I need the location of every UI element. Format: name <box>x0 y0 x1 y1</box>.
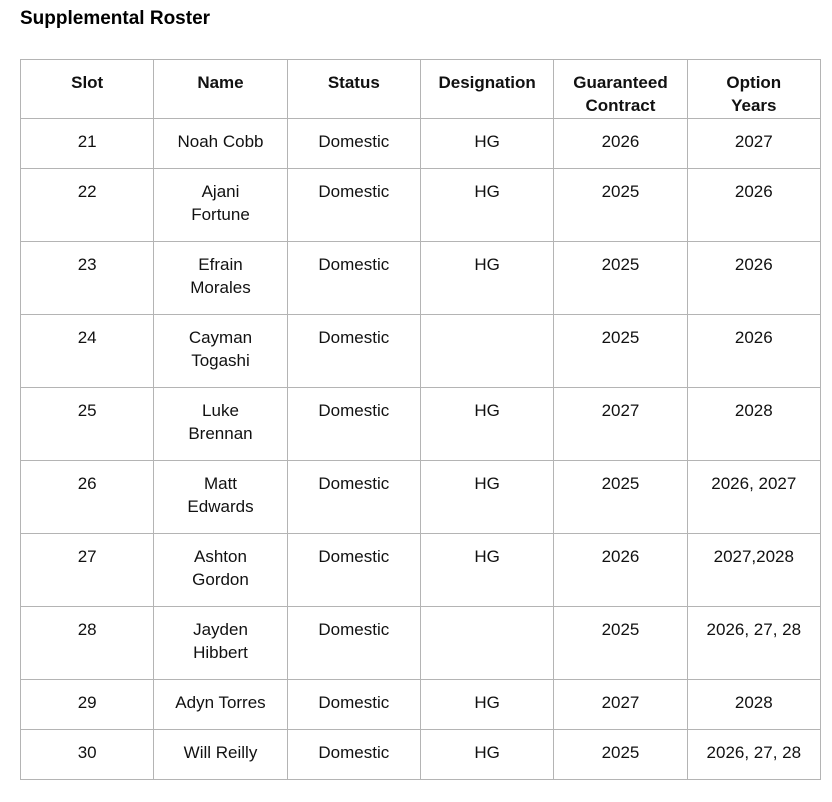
cell-designation: HG <box>420 119 553 169</box>
cell-option-years: 2026, 27, 28 <box>687 607 820 680</box>
table-row <box>21 461 821 534</box>
cell-status: Domestic <box>287 242 420 315</box>
column-header-slot: Slot <box>21 60 154 119</box>
cell-status: Domestic <box>287 730 420 780</box>
cell-option-years: 2026, 27, 28 <box>687 730 820 780</box>
cell-slot: 30 <box>21 730 154 780</box>
table-row <box>21 680 821 730</box>
cell-slot: 21 <box>21 119 154 169</box>
cell-option-years: 2027 <box>687 119 820 169</box>
cell-status: Domestic <box>287 119 420 169</box>
cell-slot: 23 <box>21 242 154 315</box>
table-row <box>21 730 821 780</box>
cell-status: Domestic <box>287 461 420 534</box>
cell-name: Will Reilly <box>154 730 287 780</box>
table-header <box>21 60 821 119</box>
cell-name: Adyn Torres <box>154 680 287 730</box>
cell-option-years: 2028 <box>687 388 820 461</box>
table-row <box>21 242 821 315</box>
cell-guaranteed-contract: 2027 <box>554 388 687 461</box>
column-header-option-years: Option Years <box>687 60 820 119</box>
column-header-name: Name <box>154 60 287 119</box>
cell-status: Domestic <box>287 388 420 461</box>
cell-guaranteed-contract: 2026 <box>554 534 687 607</box>
cell-status: Domestic <box>287 607 420 680</box>
cell-name: Cayman Togashi <box>154 315 287 388</box>
cell-option-years: 2026, 2027 <box>687 461 820 534</box>
cell-slot: 29 <box>21 680 154 730</box>
cell-name: Jayden Hibbert <box>154 607 287 680</box>
page-title: Supplemental Roster <box>20 8 211 29</box>
cell-designation: HG <box>420 680 553 730</box>
table-row <box>21 119 821 169</box>
cell-status: Domestic <box>287 315 420 388</box>
cell-name: Luke Brennan <box>154 388 287 461</box>
cell-designation: HG <box>420 534 553 607</box>
cell-guaranteed-contract: 2027 <box>554 680 687 730</box>
cell-designation: HG <box>420 730 553 780</box>
table-body <box>21 119 821 780</box>
cell-guaranteed-contract: 2025 <box>554 607 687 680</box>
column-header-designation: Designation <box>420 60 553 119</box>
cell-guaranteed-contract: 2025 <box>554 169 687 242</box>
cell-slot: 27 <box>21 534 154 607</box>
column-header-guaranteed-contract: Guaranteed Contract <box>554 60 687 119</box>
cell-guaranteed-contract: 2025 <box>554 461 687 534</box>
cell-guaranteed-contract: 2026 <box>554 119 687 169</box>
cell-designation <box>420 607 553 680</box>
cell-option-years: 2028 <box>687 680 820 730</box>
cell-slot: 25 <box>21 388 154 461</box>
table-row <box>21 388 821 461</box>
cell-designation: HG <box>420 242 553 315</box>
cell-designation: HG <box>420 388 553 461</box>
cell-name: Efrain Morales <box>154 242 287 315</box>
cell-designation: HG <box>420 461 553 534</box>
cell-slot: 26 <box>21 461 154 534</box>
cell-option-years: 2026 <box>687 242 820 315</box>
column-header-status: Status <box>287 60 420 119</box>
table-row <box>21 607 821 680</box>
cell-status: Domestic <box>287 534 420 607</box>
cell-designation <box>420 315 553 388</box>
roster-table <box>20 59 821 780</box>
cell-option-years: 2026 <box>687 315 820 388</box>
cell-status: Domestic <box>287 680 420 730</box>
table-row <box>21 169 821 242</box>
cell-slot: 28 <box>21 607 154 680</box>
cell-guaranteed-contract: 2025 <box>554 242 687 315</box>
cell-name: Ashton Gordon <box>154 534 287 607</box>
table-row <box>21 315 821 388</box>
cell-status: Domestic <box>287 169 420 242</box>
cell-guaranteed-contract: 2025 <box>554 730 687 780</box>
header-row <box>21 60 821 119</box>
cell-option-years: 2026 <box>687 169 820 242</box>
cell-name: Ajani Fortune <box>154 169 287 242</box>
table-row <box>21 534 821 607</box>
cell-name: Matt Edwards <box>154 461 287 534</box>
cell-slot: 24 <box>21 315 154 388</box>
cell-slot: 22 <box>21 169 154 242</box>
cell-name: Noah Cobb <box>154 119 287 169</box>
cell-guaranteed-contract: 2025 <box>554 315 687 388</box>
cell-designation: HG <box>420 169 553 242</box>
cell-option-years: 2027,2028 <box>687 534 820 607</box>
